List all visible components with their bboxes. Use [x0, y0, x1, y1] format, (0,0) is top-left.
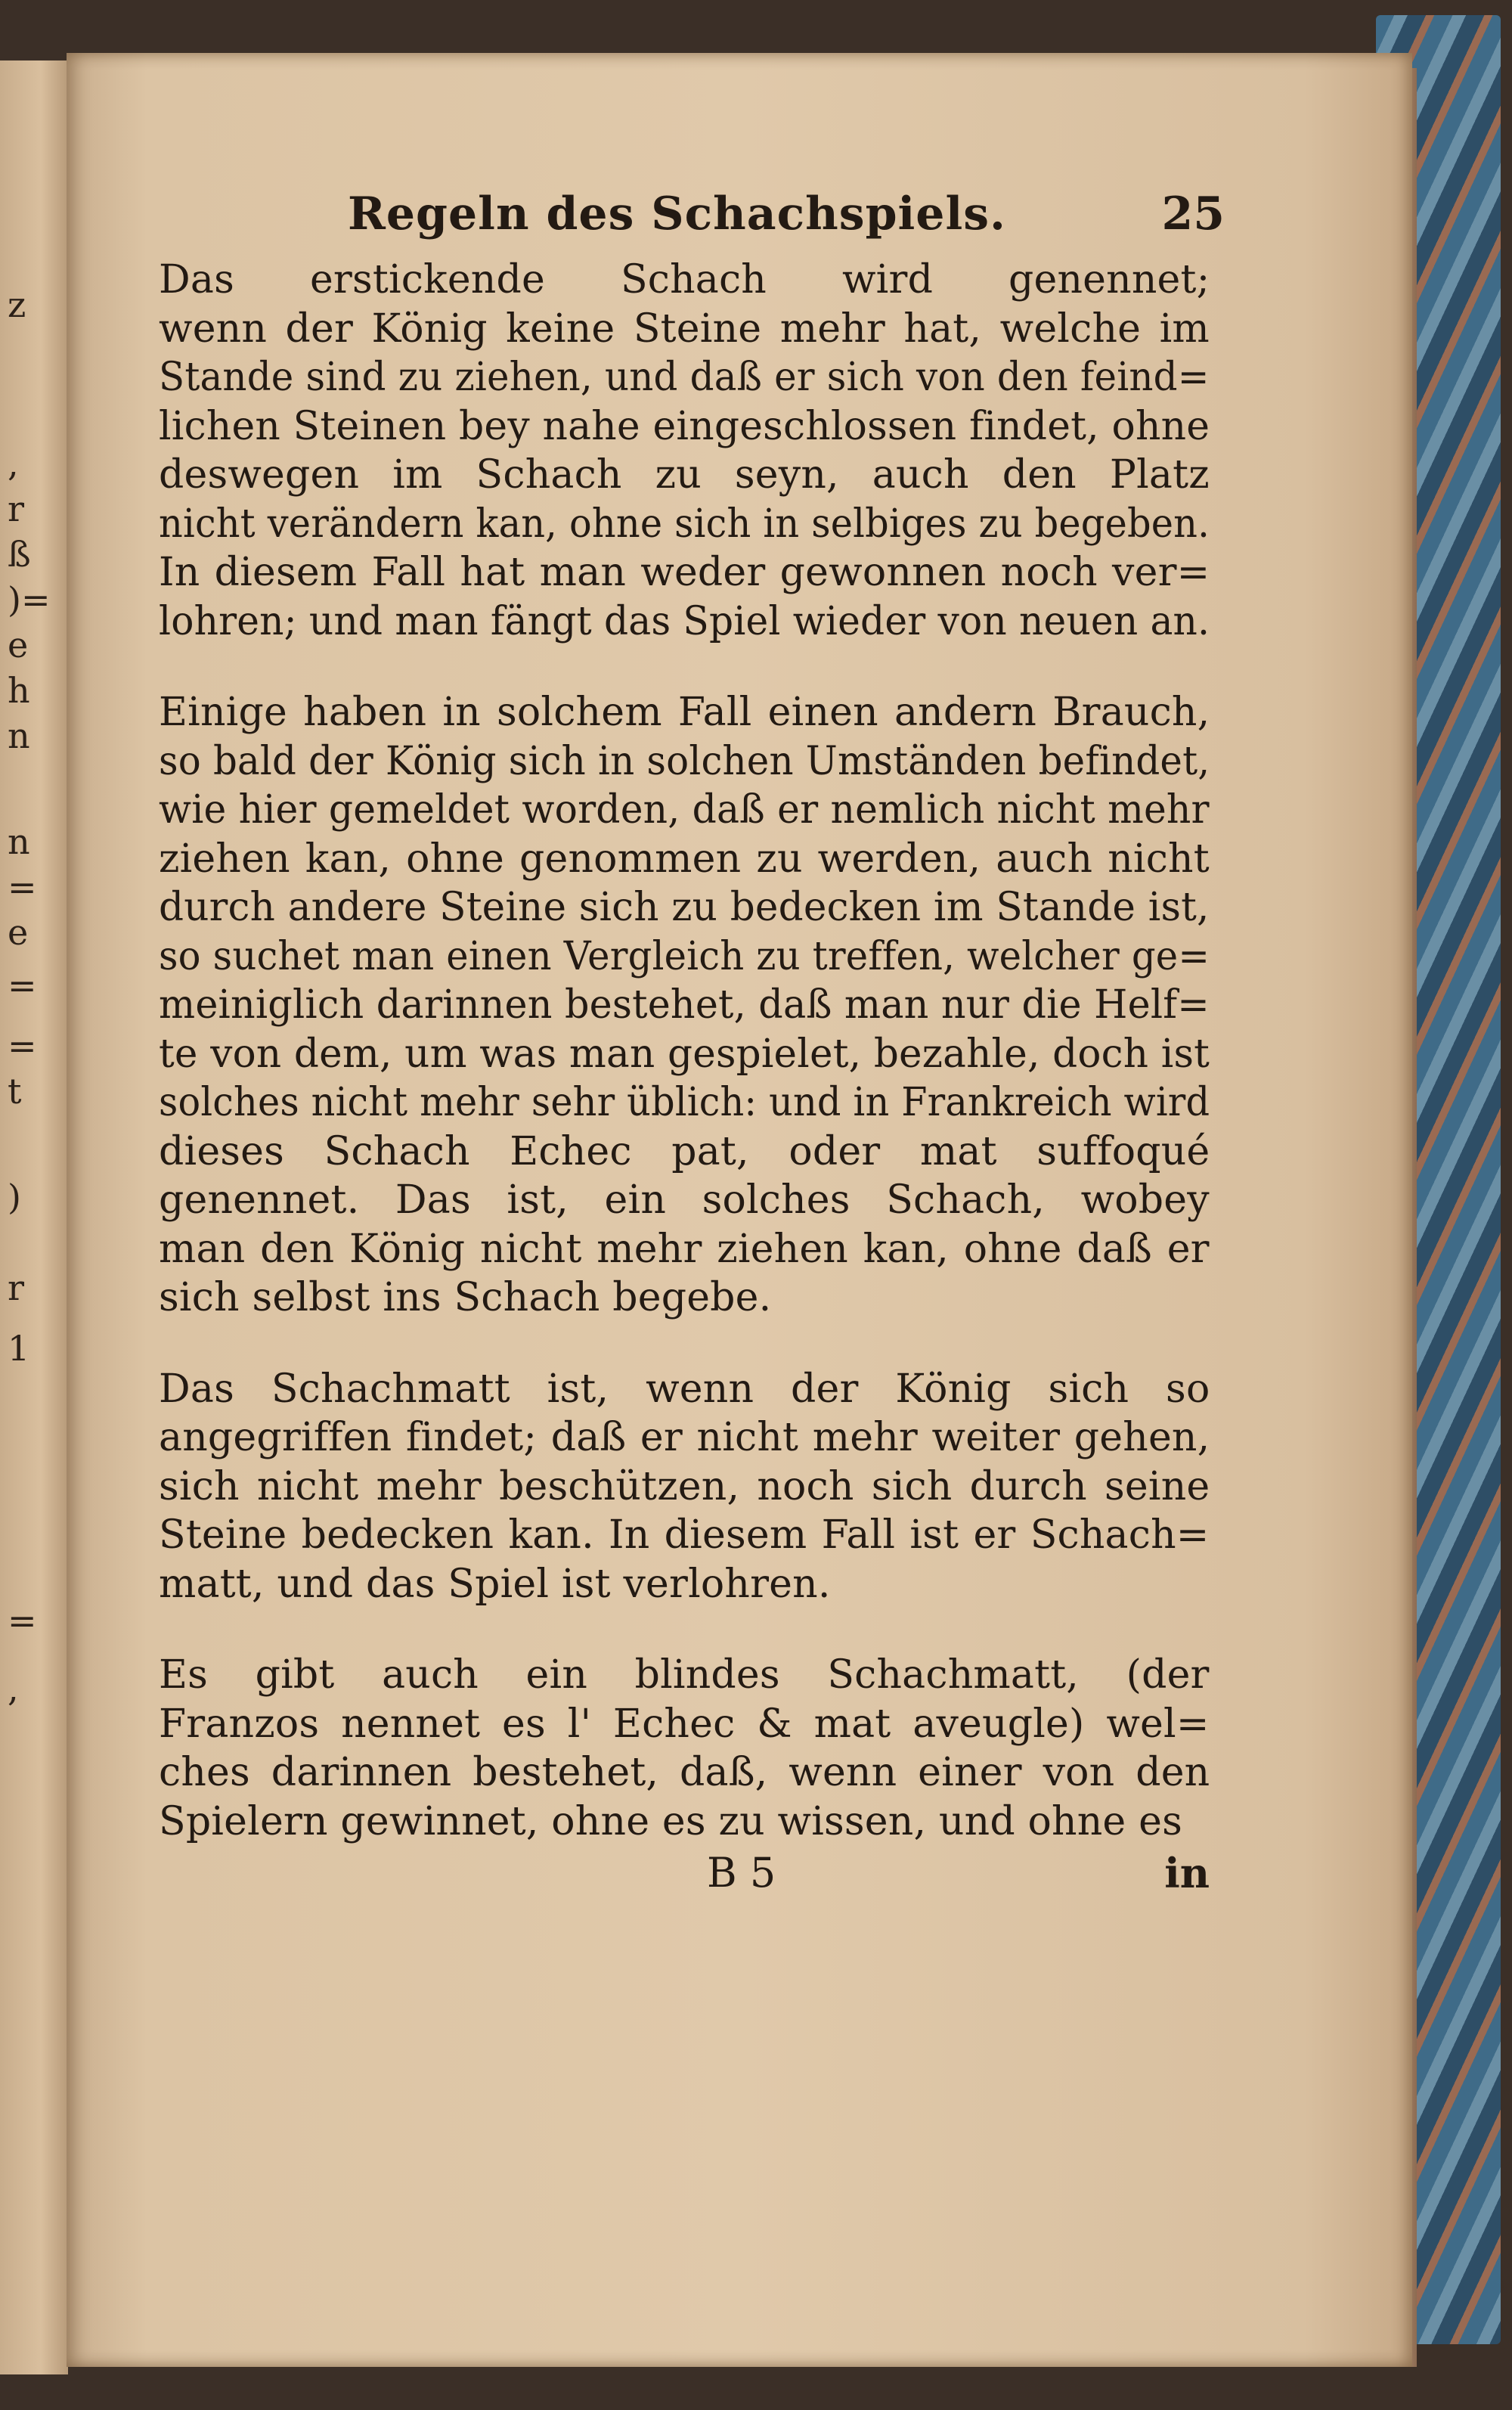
text-line: In diesem Fall hat man weder gewonnen noch ver= [159, 550, 1210, 595]
text-line: Es gibt auch ein blindes Schachmatt, (der [159, 1652, 1210, 1698]
paragraph [159, 1365, 1210, 1609]
text-line: wie hier gemeldet worden, daß er nemlich nicht mehr [159, 787, 1210, 833]
text-line: meiniglich darinnen bestehet, daß man nur die Helf= [159, 982, 1210, 1028]
text-line: Das Schachmatt ist, wenn der König sich so [159, 1366, 1210, 1412]
text-line: dieses Schach Echec pat, oder mat suffoqué [159, 1128, 1210, 1174]
bleed-letter: = [8, 867, 37, 907]
text-line: solches nicht mehr sehr üblich: und in Frankreich wird [159, 1080, 1210, 1125]
paragraph [159, 688, 1210, 1323]
text-line: sich nicht mehr beschützen, noch sich durch seine [159, 1463, 1210, 1509]
bleed-letter: )= [8, 579, 51, 620]
text-line: man den König nicht mehr ziehen kan, ohne daß er [159, 1226, 1210, 1272]
bleed-letter: e [8, 625, 29, 665]
text-line: te von dem, um was man gespielet, bezahle, doch ist [159, 1031, 1210, 1077]
left-page-edge [0, 60, 68, 2374]
text-line: wenn der König keine Steine mehr hat, welche im [159, 306, 1210, 352]
text-line: Franzos nennet es l' Echec & mat aveugle) wel= [159, 1701, 1210, 1747]
text-line: nicht verändern kan, ohne sich in selbiges zu begeben. [159, 501, 1210, 547]
bleed-letter: e [8, 912, 29, 953]
text-line: so suchet man einen Vergleich zu treffen, welcher ge= [159, 933, 1210, 979]
paragraph-gap [159, 646, 1210, 688]
bleed-letter: t [8, 1071, 22, 1112]
catchword: in [1164, 1849, 1210, 1897]
text-line: Das erstickende Schach wird genennet; [159, 257, 1210, 302]
text-line: lohren; und man fängt das Spiel wieder von neuen an. [159, 598, 1210, 644]
bleed-letter: , [8, 443, 19, 484]
running-header [159, 188, 1225, 256]
bleed-letter: = [8, 1025, 37, 1066]
bleed-letter: ) [8, 1177, 21, 1217]
body-text [159, 256, 1210, 1846]
text-line: Stande sind zu ziehen, und daß er sich von den feind= [159, 355, 1210, 400]
text-line: Spielern gewinnet, ohne es zu wissen, und ohne es [159, 1798, 1182, 1844]
text-line: Steine bedecken kan. In diesem Fall ist er Schach= [159, 1512, 1210, 1558]
text-line: ches darinnen bestehet, daß, wenn einer von den [159, 1750, 1210, 1795]
paragraph-gap [159, 1608, 1210, 1651]
text-line: so bald der König sich in solchen Umständen befindet, [159, 738, 1210, 784]
paragraph [159, 256, 1210, 646]
bleed-letter: n [8, 715, 30, 756]
bleed-letter: h [8, 670, 30, 711]
page-footer [159, 1849, 1210, 1902]
bleed-letter: r [8, 489, 24, 529]
bleed-letter: r [8, 1267, 24, 1308]
text-line: ziehen kan, ohne genommen zu werden, auch nicht [159, 836, 1210, 882]
text-line: genennet. Das ist, ein solches Schach, wobey [159, 1177, 1210, 1223]
bleed-letter: 1 [8, 1328, 30, 1369]
bleed-letter: = [8, 1600, 37, 1641]
text-line: durch andere Steine sich zu bedecken im Stande ist, [159, 885, 1210, 930]
bleed-letter: , [8, 1668, 19, 1709]
text-line: deswegen im Schach zu seyn, auch den Platz [159, 452, 1210, 498]
text-line: angegriffen findet; daß er nicht mehr weiter gehen, [159, 1415, 1210, 1460]
running-title: Regeln des Schachspiels. [348, 188, 1006, 240]
text-line: lichen Steinen bey nahe eingeschlossen findet, ohne [159, 403, 1210, 449]
bleed-letter: ß [8, 534, 31, 575]
paragraph-gap [159, 1323, 1210, 1365]
bleed-letter: n [8, 821, 30, 862]
text-line: matt, und das Spiel ist verlohren. [159, 1561, 831, 1607]
bleed-letter: z [8, 284, 26, 325]
text-line: sich selbst ins Schach begebe. [159, 1275, 772, 1320]
page-number: 25 [1161, 188, 1225, 240]
signature-mark: B 5 [707, 1849, 776, 1897]
text-line: Einige haben in solchem Fall einen andern Brauch, [159, 690, 1210, 735]
bleed-letter: = [8, 965, 37, 1006]
paragraph [159, 1651, 1210, 1846]
page-content [159, 188, 1225, 1902]
